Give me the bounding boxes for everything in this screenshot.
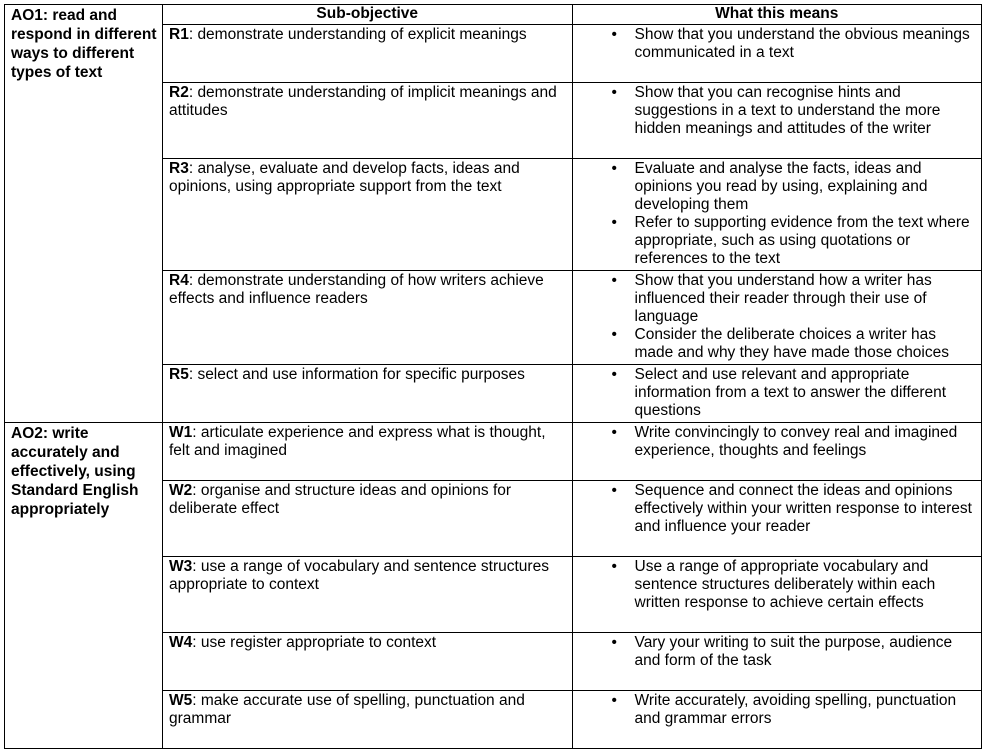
- sub-objective-code: W4: [169, 634, 193, 651]
- sub-objective-cell: [163, 691, 573, 749]
- meaning-cell: [572, 83, 982, 159]
- meaning-cell: [572, 557, 982, 633]
- sub-objective-cell: [163, 481, 573, 557]
- bullet-icon: •: [611, 424, 617, 441]
- sub-objective-text: : demonstrate understanding of explicit meanings: [188, 26, 527, 43]
- bullet-icon: •: [611, 558, 617, 575]
- list-item: [573, 482, 976, 536]
- sub-objective-text: : select and use information for specific purposes: [188, 366, 525, 383]
- list-item: [573, 272, 976, 326]
- sub-objective-cell: [163, 423, 573, 481]
- meaning-cell: [572, 25, 982, 83]
- sub-objective-code: R2: [169, 84, 189, 101]
- list-item: [573, 692, 976, 728]
- sub-objective-cell: [163, 159, 573, 271]
- sub-objective-text: : use a range of vocabulary and sentence structures appropriate to context: [169, 558, 549, 593]
- meaning-text: Show that you can recognise hints and suggestions in a text to understand the more hidden meanings and attitudes of the writer: [634, 84, 941, 137]
- list-item: [573, 326, 976, 362]
- meaning-text: Write convincingly to convey real and imagined experience, thoughts and feelings: [634, 424, 958, 459]
- list-item: [573, 214, 976, 268]
- meaning-cell: [572, 365, 982, 423]
- sub-objective-text: : demonstrate understanding of how writers achieve effects and influence readers: [169, 272, 544, 307]
- list-item: [573, 558, 976, 612]
- sub-objective-text: : demonstrate understanding of implicit meanings and attitudes: [169, 84, 557, 119]
- meaning-cell: [572, 423, 982, 481]
- meaning-cell: [572, 481, 982, 557]
- sub-objective-cell: [163, 83, 573, 159]
- bullet-icon: •: [611, 84, 617, 101]
- sub-objective-text: : analyse, evaluate and develop facts, ideas and opinions, using appropriate support from the text: [169, 160, 520, 195]
- objective-ao1: AO1: read and respond in different ways to different types of text: [11, 7, 157, 81]
- objective-ao2: AO2: write accurately and effectively, using Standard English appropriately: [11, 425, 139, 518]
- sub-objective-code: W5: [169, 692, 193, 709]
- sub-objective-cell: [163, 633, 573, 691]
- objective-cell-ao2: [5, 423, 163, 749]
- sub-objective-code: W2: [169, 482, 193, 499]
- header-row: [5, 5, 982, 25]
- list-item: [573, 366, 976, 420]
- bullet-icon: •: [611, 692, 617, 709]
- meaning-text: Vary your writing to suit the purpose, audience and form of the task: [634, 634, 953, 669]
- meaning-cell: [572, 159, 982, 271]
- list-item: [573, 424, 976, 460]
- sub-objective-code: R4: [169, 272, 189, 289]
- bullet-icon: •: [611, 366, 617, 383]
- sub-objective-code: R3: [169, 160, 189, 177]
- table-row: [5, 423, 982, 481]
- meaning-text: Show that you understand the obvious meanings communicated in a text: [634, 26, 970, 61]
- meaning-text: Use a range of appropriate vocabulary and sentence structures deliberately within each written response to achieve certain effects: [634, 558, 936, 611]
- sub-objective-text: : use register appropriate to context: [192, 634, 437, 651]
- sub-objective-code: W3: [169, 558, 193, 575]
- meaning-cell: [572, 271, 982, 365]
- sub-objective-code: R5: [169, 366, 189, 383]
- bullet-icon: •: [611, 214, 617, 231]
- bullet-icon: •: [611, 160, 617, 177]
- assessment-objectives-table: [4, 4, 982, 749]
- sub-objective-code: R1: [169, 26, 189, 43]
- bullet-icon: •: [611, 26, 617, 43]
- bullet-icon: •: [611, 326, 617, 343]
- sub-objective-cell: [163, 557, 573, 633]
- objective-cell-ao1: [5, 5, 163, 423]
- meaning-cell: [572, 633, 982, 691]
- sub-objective-cell: [163, 271, 573, 365]
- bullet-icon: •: [611, 634, 617, 651]
- meaning-text: Select and use relevant and appropriate information from a text to answer the different questions: [634, 366, 947, 419]
- header-what-this-means: What this means: [572, 5, 982, 25]
- sub-objective-text: : make accurate use of spelling, punctuation and grammar: [169, 692, 525, 727]
- meaning-text: Evaluate and analyse the facts, ideas and opinions you read by using, explaining and developing them: [634, 160, 928, 213]
- meaning-text: Write accurately, avoiding spelling, punctuation and grammar errors: [634, 692, 957, 727]
- sub-objective-text: : organise and structure ideas and opinions for deliberate effect: [169, 482, 512, 517]
- meaning-cell: [572, 691, 982, 749]
- meaning-text: Show that you understand how a writer has influenced their reader through their use of language: [634, 272, 932, 325]
- sub-objective-cell: [163, 365, 573, 423]
- sub-objective-text: : articulate experience and express what is thought, felt and imagined: [169, 424, 546, 459]
- list-item: [573, 634, 976, 670]
- meaning-text: Consider the deliberate choices a writer has made and why they have made those choices: [634, 326, 949, 361]
- list-item: [573, 26, 976, 62]
- sub-objective-code: W1: [169, 424, 193, 441]
- meaning-text: Sequence and connect the ideas and opinions effectively within your written response to interest and influence your reader: [634, 482, 972, 535]
- header-sub-objective: Sub-objective: [163, 5, 573, 25]
- list-item: [573, 160, 976, 214]
- bullet-icon: •: [611, 272, 617, 289]
- bullet-icon: •: [611, 482, 617, 499]
- list-item: [573, 84, 976, 138]
- meaning-text: Refer to supporting evidence from the text where appropriate, such as using quotations or references to the text: [634, 214, 970, 267]
- sub-objective-cell: [163, 25, 573, 83]
